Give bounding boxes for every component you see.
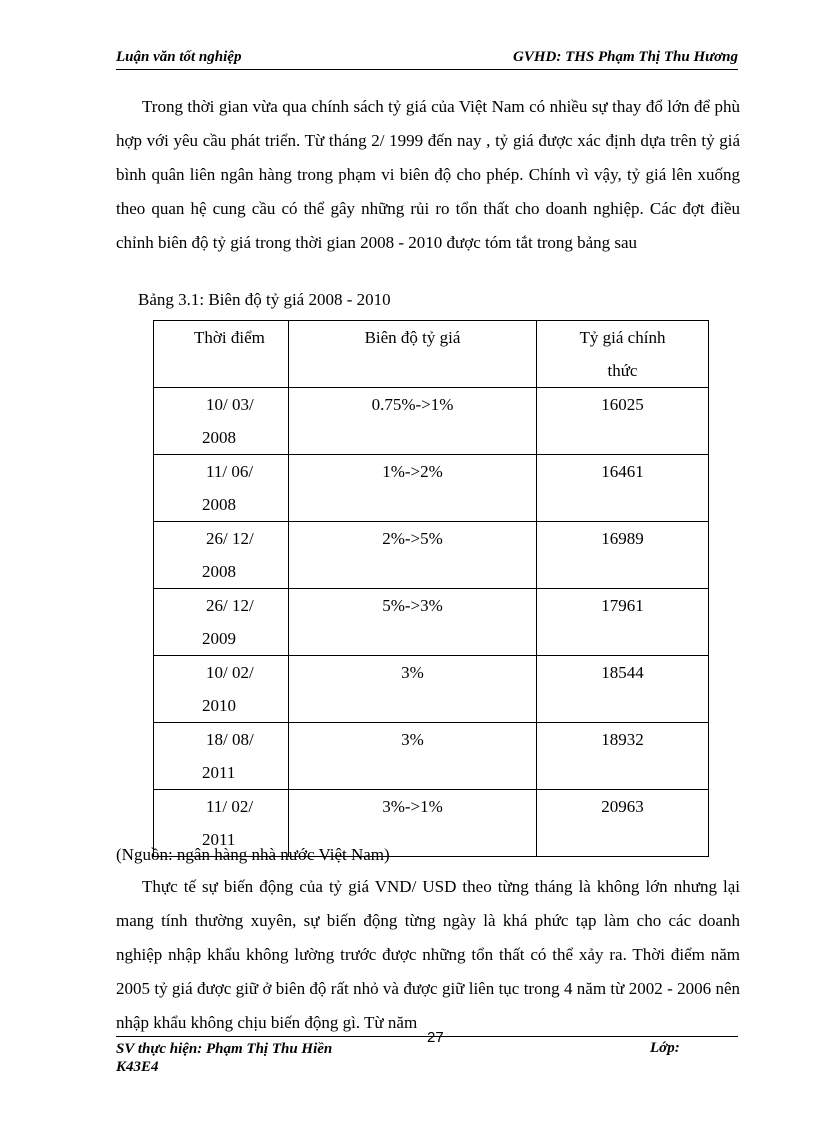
date-day-month: 18/ 08/ <box>206 730 254 749</box>
table-row <box>154 656 709 723</box>
cell-date <box>154 522 289 589</box>
date-year: 2008 <box>202 428 236 447</box>
date-day-month: 10/ 02/ <box>206 663 254 682</box>
date-day-month: 10/ 03/ <box>206 395 254 414</box>
table-row <box>154 589 709 656</box>
cell-rate: 18932 <box>537 723 709 790</box>
table-row <box>154 455 709 522</box>
date-year: 2008 <box>202 562 236 581</box>
header-official-rate-text: Tỷ giá chính thức <box>579 328 666 380</box>
header-official-rate <box>537 321 709 388</box>
table-source-note: (Nguồn: ngân hàng nhà nước Việt Nam) <box>116 845 390 864</box>
cell-band: 3% <box>289 723 537 790</box>
cell-date <box>154 723 289 790</box>
exchange-band-table <box>153 320 709 857</box>
cell-rate: 17961 <box>537 589 709 656</box>
date-day-month: 11/ 02/ <box>206 797 254 816</box>
cell-rate: 20963 <box>537 790 709 857</box>
cell-band: 5%->3% <box>289 589 537 656</box>
cell-band: 2%->5% <box>289 522 537 589</box>
cell-rate: 16461 <box>537 455 709 522</box>
date-year: 2010 <box>202 696 236 715</box>
paragraph-analysis: Thực tế sự biến động của tỷ giá VND/ USD theo từng tháng là không lớn nhưng lại mang tính thường xuyên, sự biến động từng ngày là khá phức tạp làm cho các doanh nghiệp nhập khẩu không lường trước được những tổn thất có thể xảy ra. Thời điểm năm 2005 tỷ giá được giữ ở biên độ rất nhỏ và được giữ liên tục trong 4 năm từ 2002 - 2006 nên nhập khẩu không chịu biến động gì. Từ năm <box>116 877 740 1032</box>
date-day-month: 26/ 12/ <box>206 529 254 548</box>
table-row <box>154 388 709 455</box>
page-footer <box>116 1029 738 1087</box>
date-year: 2009 <box>202 629 236 648</box>
table-row <box>154 723 709 790</box>
page-header <box>116 47 738 70</box>
date-year: 2011 <box>202 830 236 849</box>
cell-band: 1%->2% <box>289 455 537 522</box>
cell-band: 3% <box>289 656 537 723</box>
cell-rate: 16025 <box>537 388 709 455</box>
cell-date <box>154 455 289 522</box>
paragraph-intro: Trong thời gian vừa qua chính sách tỷ giá của Việt Nam có nhiều sự thay đổ lớn để phù hợp với yêu cầu phát triển. Từ tháng 2/ 1999 đến nay , tỷ giá được xác định dựa trên tỷ giá bình quân liên ngân hàng trong phạm vi biên độ cho phép. Chính vì vậy, tỷ giá lên xuống theo quan hệ cung cầu có thể gây những rủi ro tổn thất cho doanh nghiệp. Các đợt điều chỉnh biên độ tỷ giá trong thời gian 2008 - 2010 được tóm tắt trong bảng sau <box>116 97 740 252</box>
header-advisor: GVHD: THS Phạm Thị Thu Hương <box>513 49 738 65</box>
footer-student: SV thực hiện: Phạm Thị Thu Hiền K43E4 <box>116 1041 333 1075</box>
page-number: 27 <box>427 1029 444 1046</box>
cell-band: 0.75%->1% <box>289 388 537 455</box>
table-caption: Bảng 3.1: Biên độ tỷ giá 2008 - 2010 <box>138 290 391 309</box>
header-band: Biên độ tỷ giá <box>289 321 537 388</box>
date-day-month: 26/ 12/ <box>206 596 254 615</box>
cell-date <box>154 589 289 656</box>
cell-band: 3%->1% <box>289 790 537 857</box>
cell-rate: 18544 <box>537 656 709 723</box>
table-row <box>154 522 709 589</box>
date-year: 2008 <box>202 495 236 514</box>
cell-rate: 16989 <box>537 522 709 589</box>
header-thesis-title: Luận văn tốt nghiệp <box>116 49 242 65</box>
date-day-month: 11/ 06/ <box>206 462 254 481</box>
header-date: Thời điểm <box>154 321 289 388</box>
table-header-row <box>154 321 709 388</box>
date-year: 2011 <box>202 763 236 782</box>
cell-date <box>154 388 289 455</box>
footer-class-label: Lớp: <box>650 1040 680 1056</box>
cell-date <box>154 656 289 723</box>
